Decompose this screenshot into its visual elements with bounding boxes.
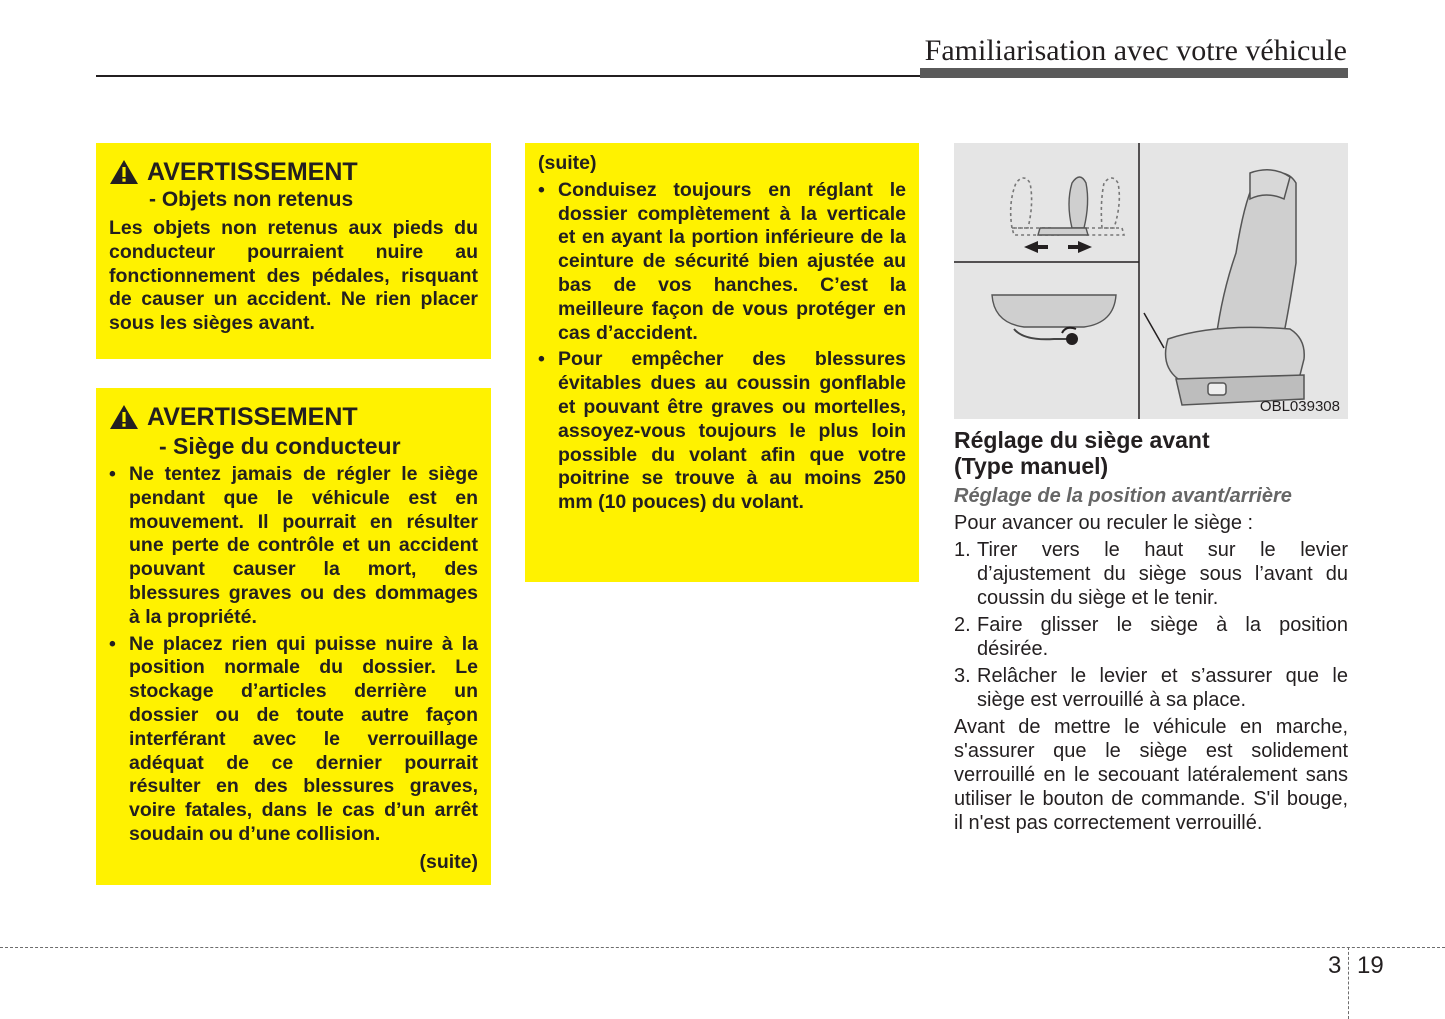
step-number: 1. — [954, 539, 971, 561]
warning-box-objects — [96, 143, 491, 359]
chapter-number: 3 — [1328, 952, 1342, 979]
step-item — [954, 664, 1348, 712]
warning-triangle-icon — [109, 404, 139, 430]
step-text: Relâcher le levier et s’assurer que le siège est verrouillé à sa place. — [977, 665, 1348, 711]
section-title-line2: (Type manuel) — [954, 453, 1109, 479]
warning-bullet: • Conduisez toujours en réglant le dossier complètement à la verticale et en ayant la portion inférieure de la ceinture de sécurité bien ajustée au bas de vos hanches. C’est la meilleure façon de vous protéger en cas d’accident. — [538, 179, 906, 346]
step-item — [954, 613, 1348, 661]
warning-subheading: - Siège du conducteur — [159, 433, 401, 459]
step-text: Tirer vers le haut sur le levier d’ajustement du siège sous l’avant du coussin du siège et le tenir. — [977, 539, 1348, 609]
closing-paragraph: Avant de mettre le véhicule en marche, s'assurer que le siège est solidement verrouillé en le secouant latéralement sans utiliser le bouton de commande. S'il bouge, il n'est pas correctement verrouillé. — [954, 716, 1348, 834]
step-item — [954, 538, 1348, 610]
step-number: 3. — [954, 665, 971, 687]
header-accent-bar — [920, 68, 1348, 78]
continued-label: (suite) — [538, 152, 597, 174]
section-title: Réglage du siège avant — [954, 427, 1210, 453]
section-subtitle: Réglage de la position avant/arrière — [954, 485, 1292, 507]
page-header-title: Familiarisation avec votre véhicule — [924, 34, 1347, 67]
warning-heading — [109, 157, 478, 187]
warning-bullet: • Ne tentez jamais de régler le siège pendant que le véhicule est en mouvement. Il pourrait en résulter une perte de contrôle et un accident pouvant causer la mort, des blessures graves ou des dommages à la propriété. — [109, 463, 478, 630]
step-number: 2. — [954, 614, 971, 636]
footer-page-divider — [1348, 947, 1349, 1019]
figure-code: OBL039308 — [1259, 398, 1340, 415]
warning-box-continued — [525, 143, 919, 582]
section-content — [954, 427, 1348, 835]
step-text: Faire glisser le siège à la position désirée. — [977, 614, 1348, 660]
intro-text: Pour avancer ou reculer le siège : — [954, 512, 1254, 534]
warning-subheading: - Objets non retenus — [149, 188, 354, 211]
page-number: 19 — [1357, 952, 1384, 979]
warning-bullet: • Pour empêcher des blessures évitables dues au coussin gonflable et pouvant être graves ou mortelles, assoyez-vous toujours le plus loin possible du volant afin que votre poitrine se trouve à au moins 250 mm (10 pouces) du volant. — [538, 348, 906, 515]
footer-dashed-rule — [0, 947, 1445, 948]
continued-label: (suite) — [419, 850, 478, 873]
seat-adjustment-figure — [954, 143, 1348, 419]
warning-heading — [109, 402, 478, 432]
warning-box-driver-seat — [96, 388, 491, 885]
warning-bullet: • Ne placez rien qui puisse nuire à la position normale du dossier. Le stockage d’articles derrière un dossier ou de toute autre façon interférant avec le verrouillage adéquat de ce dernier pourrait résulter en des blessures graves, voire fatales, dans le cas d’un arrêt soudain ou d’une collision. — [109, 633, 478, 847]
seat-illustration — [954, 143, 1348, 419]
warning-text: Les objets non retenus aux pieds du conducteur pourraient nuire au fonctionnement des pédales, risquant de causer un accident. Ne rien placer sous les sièges avant. — [109, 217, 478, 335]
warning-heading-text: AVERTISSEMENT — [147, 403, 358, 431]
warning-triangle-icon — [109, 159, 139, 185]
warning-heading-text: AVERTISSEMENT — [147, 158, 358, 186]
